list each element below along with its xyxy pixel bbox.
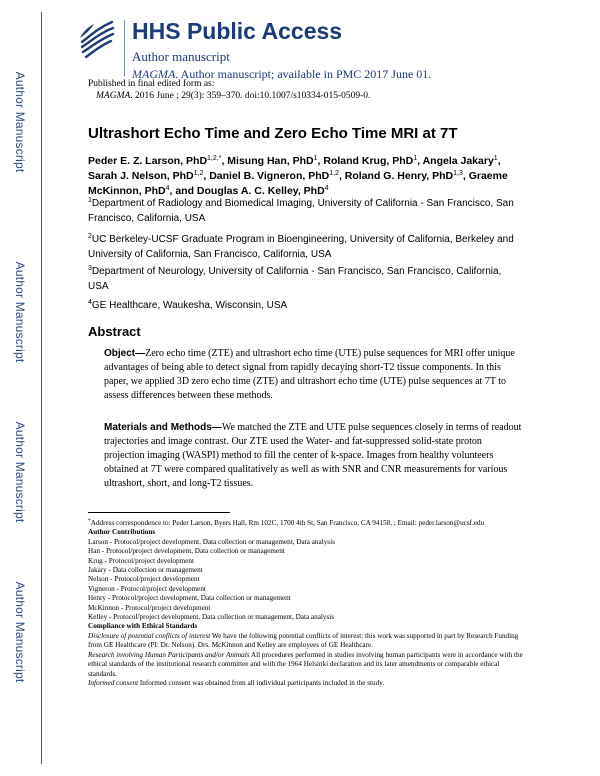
- side-banner-label: Author Manuscript: [13, 71, 27, 173]
- author-affiliation-marker: 1,2,*: [207, 155, 222, 162]
- contribution-item: Jakary - Data collection or management: [88, 566, 203, 575]
- author-name: Roland Krug, PhD: [323, 155, 414, 167]
- contribution-item: Nelson - Protocol/project development: [88, 575, 200, 584]
- side-banner-label: Author Manuscript: [13, 421, 27, 523]
- article-title: Ultrashort Echo Time and Zero Echo Time MRI at 7T: [88, 125, 458, 142]
- hhs-eagle-logo-icon: [76, 14, 118, 64]
- side-banner-label: Author Manuscript: [13, 581, 27, 683]
- author-separator: ,: [417, 155, 423, 167]
- contribution-item: Han - Protocol/project development, Data collection or management: [88, 547, 285, 556]
- author-name: Misung Han, PhD: [227, 155, 314, 167]
- published-info: Published in final edited form as: MAGMA. 2016 June ; 29(3): 359–370. doi:10.1007/s10334-015-0509-0.: [88, 79, 371, 101]
- author-name: Douglas A. C. Kelley, PhD: [196, 185, 325, 197]
- author-affiliation-marker: 1: [413, 155, 418, 162]
- author-name: Sarah J. Nelson, PhD: [88, 170, 194, 182]
- author-separator: ,: [497, 155, 501, 167]
- ethics-heading: Compliance with Ethical Standards: [88, 622, 198, 631]
- hhs-public-access-title: HHS Public Access: [132, 18, 343, 44]
- abstract-paragraph-methods: Materials and Methods—We matched the ZTE and UTE pulse sequences closely in terms of readout trajectories and image contrast. Our ZTE used the Water- and fat-suppressed solid-state proton projection imaging (WASPI) method to fill the center of k-space. Images from healthy volunteers obtained at 7T were compared qualitatively as well as with SNR and CNR measurements for various ultrashort, short, and long-T2 tissues.: [104, 422, 522, 489]
- footnote-divider: [88, 512, 230, 513]
- author-affiliation-marker: 1,2: [329, 170, 339, 177]
- author-affiliation-marker: 1: [313, 155, 318, 162]
- contribution-item: Krug - Protocol/project development: [88, 556, 194, 565]
- ethics-statement: [88, 679, 528, 688]
- abstract-paragraph-object: Object—Zero echo time (ZTE) and ultrashort echo time (UTE) pulse sequences for MRI offer unique advantages of being able to detect signal from rapidly decaying short-T2 tissue components. In this paper, we applied 3D zero echo time (ZTE) and ultrashort echo time (UTE) pulse sequences at 7T to assess differences between these methods.: [104, 348, 515, 401]
- contribution-item: Henry - Protocol/project development, Data collection or management: [88, 594, 291, 603]
- author-separator: , and: [169, 185, 197, 197]
- contribution-item: Kelley - Protocol/project development, Data collection or management, Data analysis: [88, 613, 335, 622]
- author-separator: ,: [338, 170, 345, 182]
- ethics-list: [88, 632, 528, 688]
- author-separator: ,: [317, 155, 324, 167]
- author-list: [88, 154, 508, 199]
- author-name: Peder E. Z. Larson, PhD: [88, 155, 208, 167]
- contributions-list: [88, 538, 528, 623]
- author-affiliation-marker: 4: [324, 185, 329, 192]
- contributions-heading: Author Contributions: [88, 528, 156, 537]
- side-banner-rule: [41, 12, 42, 764]
- header-divider: [124, 20, 125, 76]
- author-affiliation-marker: 4: [165, 185, 170, 192]
- affiliation: $^3$Department of Neurology, University of California - San Francisco, San Francisco, California, USA: [88, 265, 502, 292]
- ethics-statement-label: Disclosure of potential conflicts of interest: [88, 631, 211, 640]
- contribution-item: Vigneron - Protocol/project development: [88, 584, 206, 593]
- affiliation: $^4$GE Healthcare, Waukesha, Wisconsin, USA: [88, 299, 288, 311]
- author-name: Graeme McKinnon, PhD: [88, 170, 508, 197]
- author-affiliation-marker: 1,3: [453, 170, 463, 177]
- author-manuscript-label: Author manuscript: [132, 49, 230, 64]
- affiliation: $^1$Department of Radiology and Biomedical Imaging, University of California - San Francisco, San Francisco, California, USA: [88, 197, 514, 224]
- author-name: Angela Jakary: [422, 155, 494, 167]
- author-separator: ,: [203, 170, 210, 182]
- journal-availability: MAGMA. Author manuscript; available in PMC 2017 June 01.: [132, 67, 432, 81]
- affiliation: $^2$UC Berkeley-UCSF Graduate Program in Bioengineering, University of California, Berkeley and University of California, San Francisco, California, USA: [88, 233, 514, 260]
- abstract-heading: Abstract: [88, 324, 141, 339]
- author-separator: ,: [221, 155, 228, 167]
- ethics-statement-label: Informed consent: [88, 678, 139, 687]
- ethics-statement: [88, 632, 528, 651]
- ethics-statement-text: Informed consent was obtained from all individual participants included in the study.: [138, 678, 385, 687]
- footnotes: [88, 519, 528, 688]
- author-affiliation-marker: 1: [493, 155, 498, 162]
- side-banner-label: Author Manuscript: [13, 261, 27, 363]
- ethics-statement: [88, 651, 528, 679]
- author-name: Daniel B. Vigneron, PhD: [209, 170, 330, 182]
- hhs-header: [76, 12, 576, 81]
- contribution-item: McKinnon - Protocol/project development: [88, 603, 211, 612]
- citation: MAGMA. 2016 June ; 29(3): 359–370. doi:10.1007/s10334-015-0509-0.: [96, 91, 371, 101]
- author-affiliation-marker: 1,2: [193, 170, 204, 177]
- ethics-statement-text: All procedures performed in studies involving human participants were in accordance with the ethical standards of the institutional research committee and with the 1964 Helsinki declaration and its later amendments or comparable ethical standards.: [88, 650, 523, 678]
- ethics-statement-text: We have the following potential conflicts of interest: this work was supported in part by Research Funding from GE Healthcare (PI: Dr. Nelson). Drs. McKinnon and Kelley are employees of GE Healthcare.: [88, 631, 519, 650]
- ethics-statement-label: Research involving Human Participants and/or Animals: [88, 650, 250, 659]
- contribution-item: Larson - Protocol/project development, Data collection or management, Data analysis: [88, 537, 335, 546]
- author-separator: ,: [462, 170, 469, 182]
- correspondence-note: *Address correspondence to: Peder Larson, Byers Hall, Rm 102C, 1700 4th St, San Francisco, CA 94158, ; Email: peder.larson@ucsf.edu: [88, 518, 485, 527]
- author-name: Roland G. Henry, PhD: [344, 170, 454, 182]
